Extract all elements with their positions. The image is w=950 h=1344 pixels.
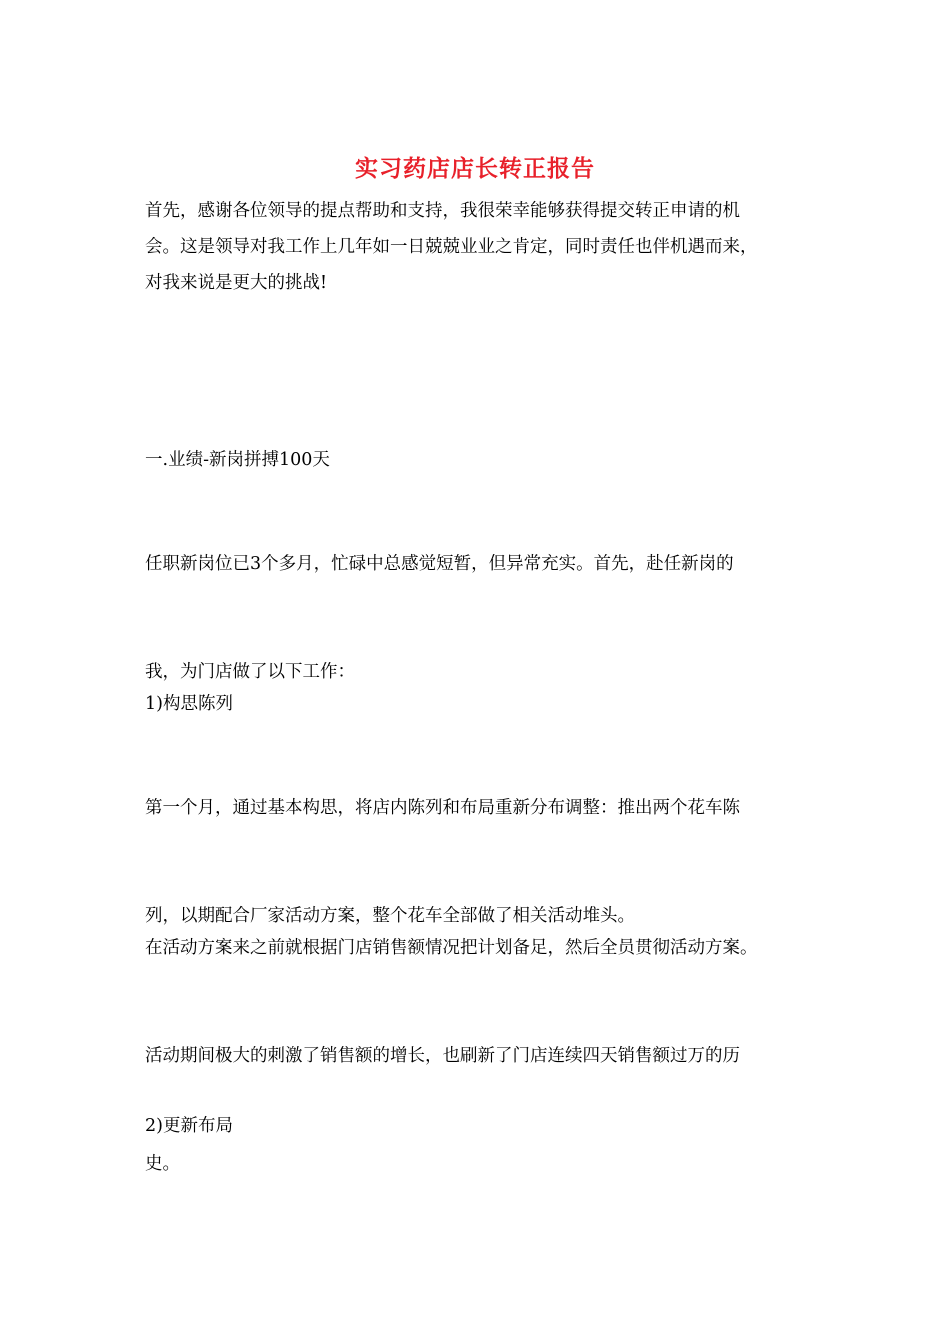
paragraph-line: 任职新岗位已3个多月，忙碌中总感觉短暂，但异常充实。首先，赴任新岗的 (145, 554, 734, 574)
paragraph-line: 首先，感谢各位领导的提点帮助和支持，我很荣幸能够获得提交转正申请的机 (145, 201, 740, 221)
paragraph-line: 列，以期配合厂家活动方案，整个花车全部做了相关活动堆头。 (145, 906, 635, 926)
document-title: 实习药店店长转正报告 (355, 155, 595, 182)
paragraph-line: 活动期间极大的刺激了销售额的增长，也刷新了门店连续四天销售额过万的历 (145, 1046, 740, 1066)
paragraph-line: 会。这是领导对我工作上几年如一日兢兢业业之肯定，同时责任也伴机遇而来， (145, 237, 758, 257)
paragraph-line: 我，为门店做了以下工作： (145, 662, 355, 682)
paragraph-line: 在活动方案来之前就根据门店销售额情况把计划备足，然后全员贯彻活动方案。 (145, 938, 758, 958)
paragraph-line: 第一个月，通过基本构思，将店内陈列和布局重新分布调整：推出两个花车陈 (145, 798, 740, 818)
paragraph-line: 对我来说是更大的挑战! (145, 273, 328, 293)
paragraph-intro (145, 193, 815, 301)
subheading-line: 2)更新布局 (145, 1116, 233, 1136)
subheading-line: 1)构思陈列 (145, 694, 233, 714)
subheading-update-layout (145, 1036, 815, 1216)
paragraph-line: 史。 (145, 1154, 180, 1174)
section-heading-line: 一.业绩-新岗拼搏100天 (145, 450, 330, 470)
